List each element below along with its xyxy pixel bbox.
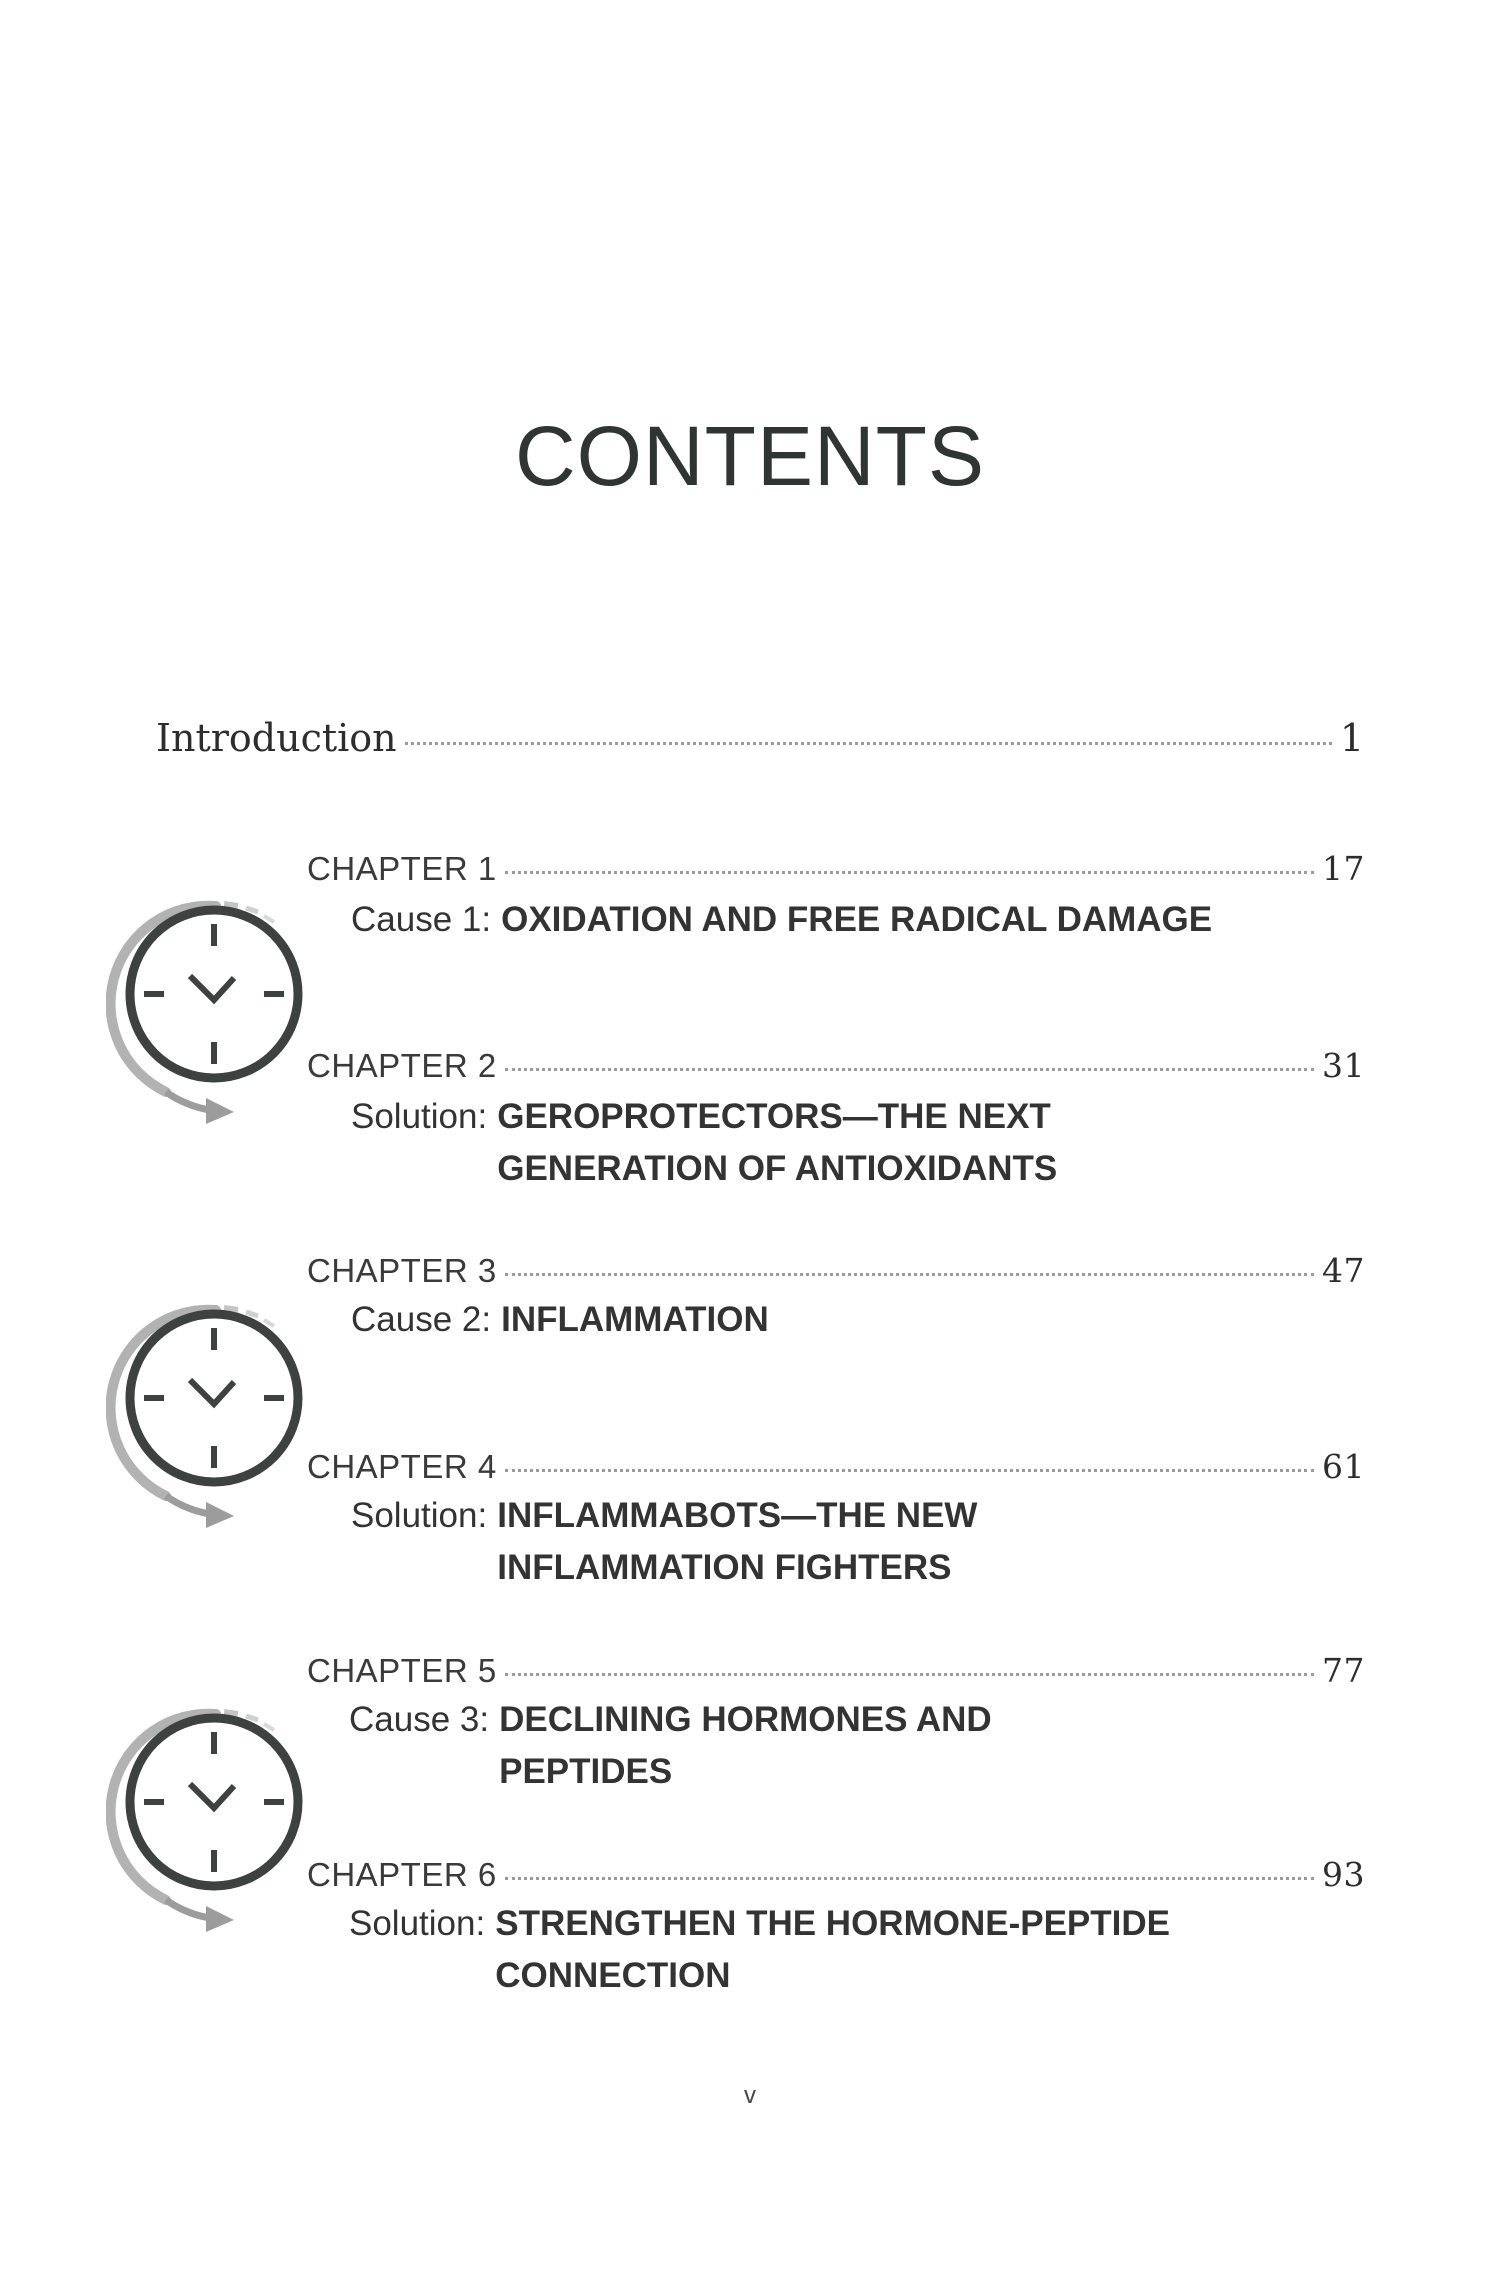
chapter-page: 93 (1322, 1855, 1365, 1894)
chapter-page: 77 (1322, 1651, 1365, 1690)
dot-leader (505, 1877, 1314, 1880)
chapter-page: 31 (1322, 1046, 1365, 1085)
chapter-3-subtitle (351, 1294, 769, 1346)
subtitle-text: DECLINING HORMONES AND PEPTIDES (499, 1700, 992, 1791)
clock-icon (106, 892, 306, 1128)
dot-leader (505, 1273, 1314, 1276)
dot-leader (505, 1469, 1314, 1472)
subtitle-prefix: Cause 3: (349, 1700, 490, 1739)
subtitle-prefix: Cause 2: (351, 1300, 492, 1339)
chapter-6-subtitle (349, 1898, 1170, 2002)
page-number: v (744, 2082, 756, 2109)
toc-entry-chapter-1[interactable] (307, 849, 1365, 888)
subtitle-text: GEROPROTECTORS—THE NEXT GENERATION OF ANTIOXIDANTS (497, 1097, 1058, 1188)
toc-entry-chapter-6[interactable] (307, 1855, 1365, 1894)
chapter-2-subtitle (351, 1091, 1057, 1195)
toc-entry-introduction[interactable] (156, 716, 1364, 760)
toc-entry-page: 1 (1339, 716, 1364, 760)
dot-leader (405, 742, 1332, 745)
page-title: CONTENTS (515, 409, 985, 503)
subtitle-text: INFLAMMATION (501, 1300, 769, 1339)
toc-entry-chapter-4[interactable] (307, 1447, 1365, 1486)
subtitle-prefix: Solution: (349, 1904, 486, 1943)
toc-entry-chapter-2[interactable] (307, 1046, 1365, 1085)
dot-leader (505, 871, 1314, 874)
chapter-page: 47 (1322, 1251, 1365, 1290)
toc-entry-chapter-3[interactable] (307, 1251, 1365, 1290)
chapter-4-subtitle (351, 1490, 977, 1594)
subtitle-prefix: Solution: (351, 1097, 488, 1136)
chapter-label: CHAPTER 5 (307, 1652, 497, 1689)
subtitle-text: OXIDATION AND FREE RADICAL DAMAGE (501, 900, 1213, 939)
toc-entry-chapter-5[interactable] (307, 1651, 1365, 1690)
chapter-label: CHAPTER 2 (307, 1047, 497, 1084)
subtitle-prefix: Solution: (351, 1496, 488, 1535)
subtitle-text: INFLAMMABOTS—THE NEW INFLAMMATION FIGHTERS (497, 1496, 978, 1587)
chapter-label: CHAPTER 4 (307, 1448, 497, 1485)
toc-entry-label: Introduction (156, 716, 397, 760)
clock-icon (106, 1700, 306, 1936)
dot-leader (505, 1068, 1314, 1071)
clock-icon (106, 1296, 306, 1532)
chapter-label: CHAPTER 3 (307, 1252, 497, 1289)
chapter-page: 17 (1322, 849, 1365, 888)
subtitle-prefix: Cause 1: (351, 900, 492, 939)
chapter-page: 61 (1322, 1447, 1365, 1486)
dot-leader (505, 1673, 1314, 1676)
chapter-5-subtitle (349, 1694, 992, 1798)
chapter-label: CHAPTER 6 (307, 1856, 497, 1893)
chapter-label: CHAPTER 1 (307, 850, 497, 887)
chapter-1-subtitle (351, 894, 1212, 946)
subtitle-text: STRENGTHEN THE HORMONE-PEPTIDE CONNECTION (495, 1904, 1170, 1995)
